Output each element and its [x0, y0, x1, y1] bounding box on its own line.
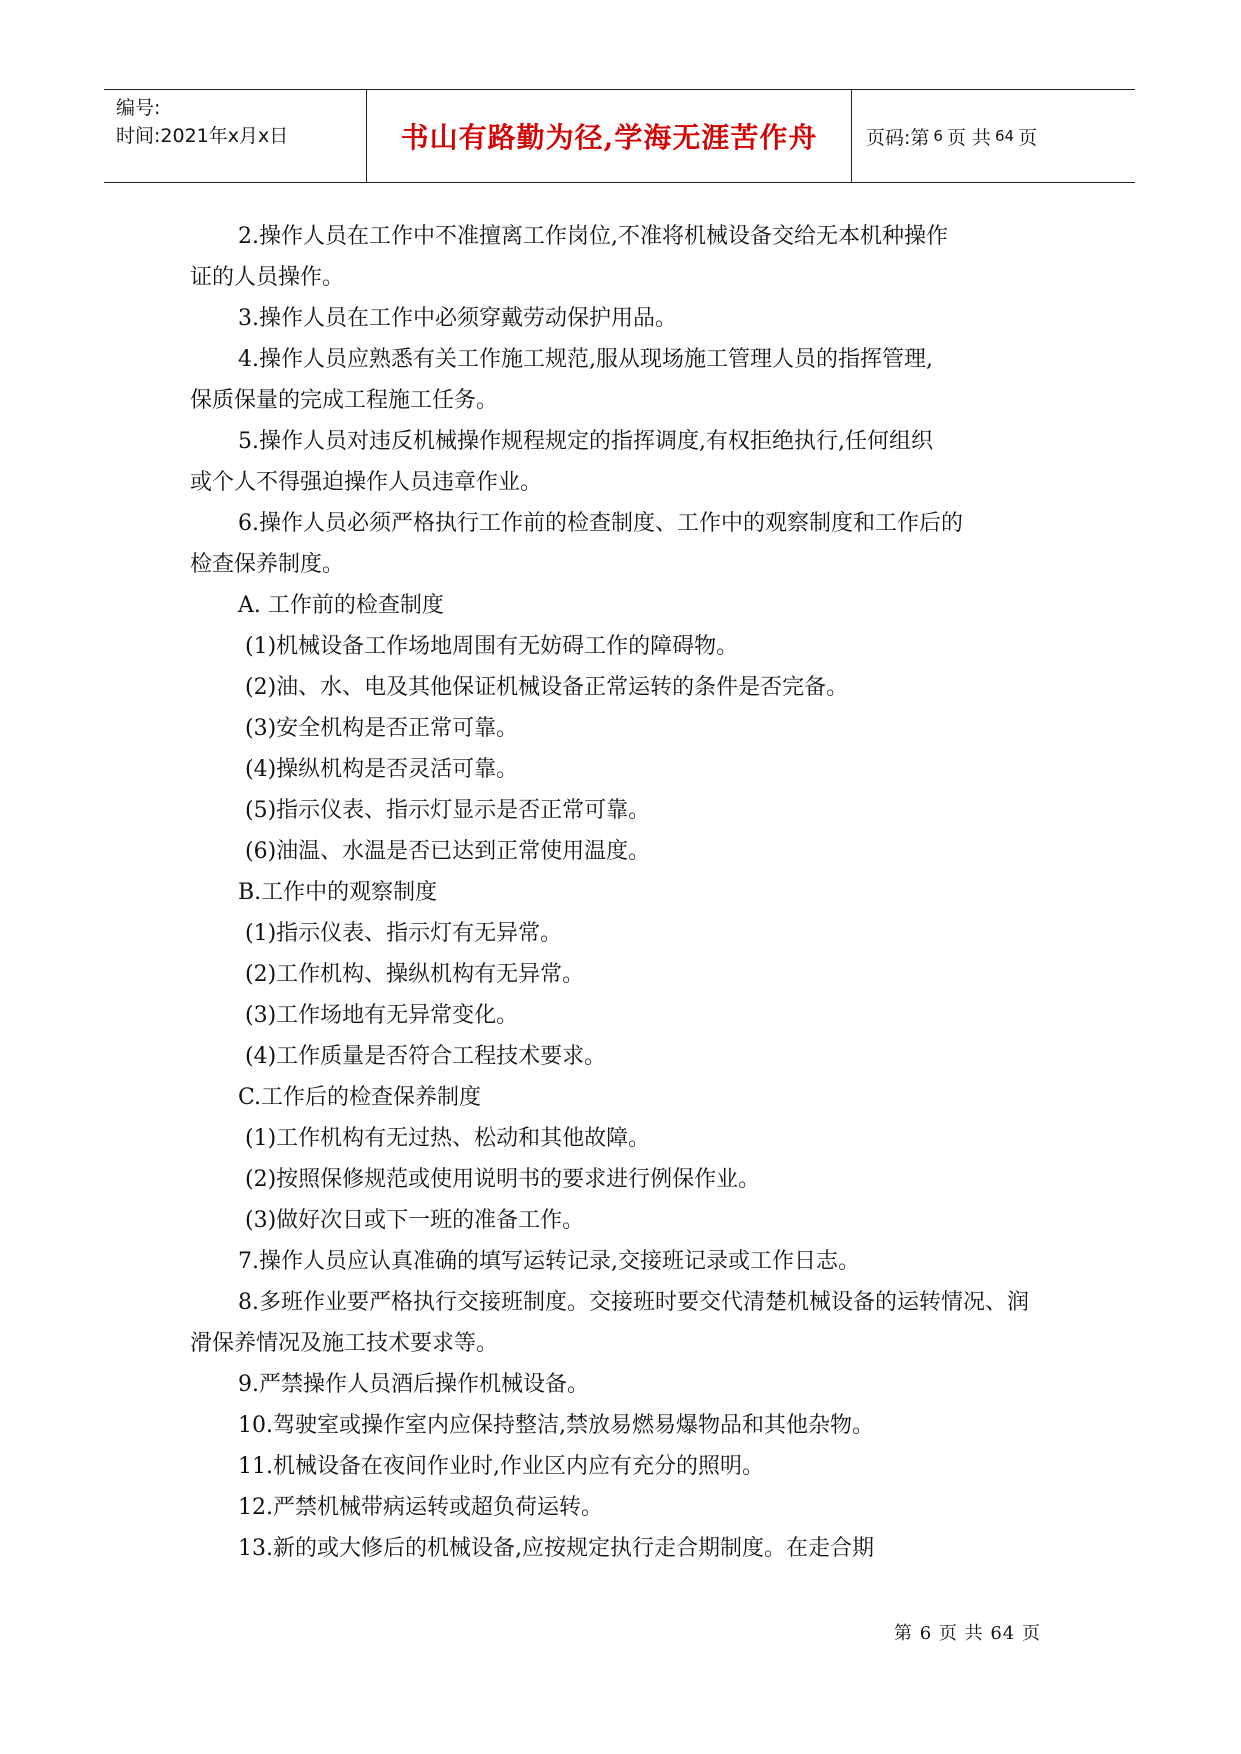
page-number: 6 [933, 127, 943, 145]
body-line: 检查保养制度。 [190, 552, 345, 577]
list-item: (2)油、水、电及其他保证机械设备正常运转的条件是否完备。 [245, 675, 849, 700]
document-body [190, 216, 1140, 1569]
body-line: 证的人员操作。 [190, 265, 345, 290]
body-line: 6.操作人员必须严格执行工作前的检查制度、工作中的观察制度和工作后的 [238, 511, 963, 536]
body-line: 7.操作人员应认真准确的填写运转记录,交接班记录或工作日志。 [238, 1249, 860, 1274]
body-line: 13.新的或大修后的机械设备,应按规定执行走合期制度。在走合期 [238, 1536, 874, 1561]
document-time-label: 时间:2021年x月x日 [116, 125, 289, 147]
section-heading: C.工作后的检查保养制度 [238, 1085, 482, 1110]
list-item: (3)工作场地有无异常变化。 [245, 1003, 519, 1028]
body-line: 4.操作人员应熟悉有关工作施工规范,服从现场施工管理人员的指挥管理, [238, 347, 933, 372]
body-line: 3.操作人员在工作中必须穿戴劳动保护用品。 [238, 306, 677, 331]
body-line: 保质保量的完成工程施工任务。 [190, 388, 499, 413]
body-line: 12.严禁机械带病运转或超负荷运转。 [238, 1495, 603, 1520]
body-line: 或个人不得强迫操作人员违章作业。 [190, 470, 543, 495]
body-line: 8.多班作业要严格执行交接班制度。交接班时要交代清楚机械设备的运转情况、润 [238, 1290, 1029, 1315]
page-suffix: 页 [1018, 126, 1038, 149]
list-item: (1)指示仪表、指示灯有无异常。 [245, 921, 563, 946]
body-line: 9.严禁操作人员酒后操作机械设备。 [238, 1372, 589, 1397]
body-line: 5.操作人员对违反机械操作规程规定的指挥调度,有权拒绝执行,任何组织 [238, 429, 933, 454]
list-item: (5)指示仪表、指示灯显示是否正常可靠。 [245, 798, 651, 823]
page-prefix: 页码:第 [866, 126, 930, 149]
list-item: (6)油温、水温是否已达到正常使用温度。 [245, 839, 651, 864]
page-total: 64 [995, 127, 1015, 145]
section-heading: A. 工作前的检查制度 [238, 593, 444, 618]
page-footer: 第 6 页 共 64 页 [894, 1623, 1041, 1644]
header-divider [366, 90, 367, 182]
header-motto: 书山有路勤为径,学海无涯苦作舟 [400, 121, 818, 154]
body-line: 10.驾驶室或操作室内应保持整洁,禁放易燃易爆物品和其他杂物。 [238, 1413, 874, 1438]
list-item: (1)机械设备工作场地周围有无妨碍工作的障碍物。 [245, 634, 739, 659]
header-page-indicator [866, 90, 1037, 182]
list-item: (4)工作质量是否符合工程技术要求。 [245, 1044, 607, 1069]
list-item: (3)做好次日或下一班的准备工作。 [245, 1208, 585, 1233]
header-divider [851, 90, 852, 182]
list-item: (4)操纵机构是否灵活可靠。 [245, 757, 519, 782]
list-item: (1)工作机构有无过热、松动和其他故障。 [245, 1126, 651, 1151]
page-mid: 页 共 [946, 126, 991, 149]
page-header [104, 89, 1135, 183]
list-item: (2)工作机构、操纵机构有无异常。 [245, 962, 585, 987]
document-number-label: 编号: [116, 97, 161, 119]
body-line: 滑保养情况及施工技术要求等。 [190, 1331, 499, 1356]
body-line: 11.机械设备在夜间作业时,作业区内应有充分的照明。 [238, 1454, 764, 1479]
body-line: 2.操作人员在工作中不准擅离工作岗位,不准将机械设备交给无本机种操作 [238, 224, 948, 249]
section-heading: B.工作中的观察制度 [238, 880, 438, 905]
header-meta [116, 94, 288, 150]
list-item: (2)按照保修规范或使用说明书的要求进行例保作业。 [245, 1167, 761, 1192]
list-item: (3)安全机构是否正常可靠。 [245, 716, 519, 741]
